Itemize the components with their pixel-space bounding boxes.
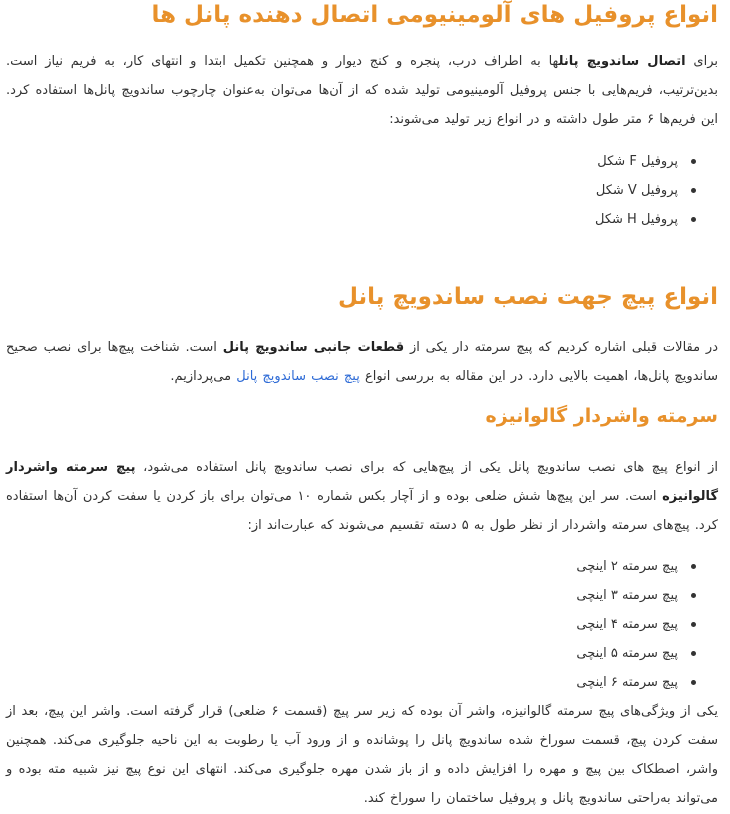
bullet-icon — [691, 188, 696, 193]
list-item-label: پیچ سرمته ۵ اینچی — [576, 646, 678, 661]
list-item-label: پیچ سرمته ۲ اینچی — [576, 559, 678, 574]
list-item — [595, 176, 696, 205]
list-item — [576, 639, 696, 668]
bullet-icon — [691, 593, 696, 598]
bold-term-accessories: قطعات جانبی ساندویچ پانل — [222, 340, 405, 355]
text-run: در مقالات قبلی اشاره کردیم که پیچ سرمته دار یکی از — [404, 340, 718, 355]
bullet-icon — [691, 564, 696, 569]
list-item — [576, 581, 696, 610]
paragraph-galvanized-screw — [6, 453, 718, 540]
bullet-icon — [691, 217, 696, 222]
text-run: است. شناخت پیچ‌ها برای نصب صحیح ساندویچ پانل‌ها، اهمیت بالایی دارد. در این مقاله به بررسی انواع — [6, 340, 718, 384]
text-run: ها به اطراف درب، پنجره و کنج دیوار و همچنین تکمیل ابتدا و انتهای کار، به فریم نیاز است. بدین‌ترتیب، فریم‌هایی با جنس پروفیل آلومینیومی تولید شده که از آن‌ها می‌توان به‌عنوان چارچوب ساندویچ پانل‌ها استفاده کرد. این فریم‌ها ۶ متر طول داشته و در انواع زیر تولید می‌شوند: — [6, 54, 718, 127]
paragraph-screw-types — [6, 333, 718, 391]
text-run: است. سر این پیچ‌ها شش ضلعی بوده و از آچار بکس شماره ۱۰ می‌توان برای باز کردن یا سفت کردن آن‌ها استفاده کرد. پیچ‌های سرمته واشردار از نظر طول به ۵ دسته تقسیم می‌شوند که عبارت‌اند از: — [6, 489, 718, 533]
list-item — [576, 552, 696, 581]
list-item-label: پیچ سرمته ۴ اینچی — [576, 617, 678, 632]
list-item-label: پیچ سرمته ۳ اینچی — [576, 588, 678, 603]
list-item — [595, 205, 696, 234]
screw-lengths-list — [576, 552, 696, 697]
paragraph-washer-features: یکی از ویژگی‌های پیچ سرمته گالوانیزه، واشر آن بوده که زیر سر پیچ (قسمت ۶ ضلعی) قرار گرفته است. واشر این پیچ، بعد از سفت کردن پیچ، قسمت سوراخ شده ساندویچ پانل را پوشانده و از ورود آب یا رطوبت به این ناحیه جلوگیری می‌کند. همچنین واشر، اصطکاک بین پیچ و مهره را افزایش داده و از باز شدن مهره جلوگیری می‌کند. انتهای این نوع پیچ نیز شبیه مته بوده و می‌تواند به‌راحتی ساندویچ پانل و پروفیل ساختمان را سوراخ کند. — [6, 704, 719, 806]
heading-screw-types: انواع پیچ جهت نصب ساندویچ پانل — [337, 284, 718, 310]
text-run: می‌پردازیم. — [170, 369, 237, 384]
text-run: برای — [685, 54, 718, 69]
link-panel-screws[interactable]: پیچ نصب ساندویچ پانل — [236, 369, 360, 384]
text-run: از انواع پیچ های نصب ساندویچ پانل یکی از پیچ‌هایی که برای نصب ساندویچ پانل استفاده می‌شود، — [135, 460, 718, 475]
bullet-icon — [691, 159, 696, 164]
paragraph-aluminum-profiles — [6, 47, 718, 134]
list-item-label: پروفیل V شکل — [595, 183, 678, 198]
heading-aluminum-profiles: انواع پروفیل های آلومینیومی اتصال دهنده پانل ها — [151, 2, 718, 28]
bold-term-galvanized-screw: پیچ سرمته واشردار گالوانیزه — [6, 460, 719, 504]
list-item — [576, 668, 696, 697]
bullet-icon — [691, 622, 696, 627]
profile-types-list — [595, 147, 696, 234]
heading-galvanized-washer-screw: سرمته واشردار گالوانیزه — [485, 405, 718, 427]
list-item-label: پروفیل F شکل — [597, 154, 678, 169]
bullet-icon — [691, 680, 696, 685]
list-item-label: پیچ سرمته ۶ اینچی — [576, 675, 678, 690]
list-item-label: پروفیل H شکل — [594, 212, 678, 227]
bold-term-panel-connection: اتصال ساندویچ پانل — [558, 54, 686, 69]
list-item — [595, 147, 696, 176]
bullet-icon — [691, 651, 696, 656]
list-item — [576, 610, 696, 639]
